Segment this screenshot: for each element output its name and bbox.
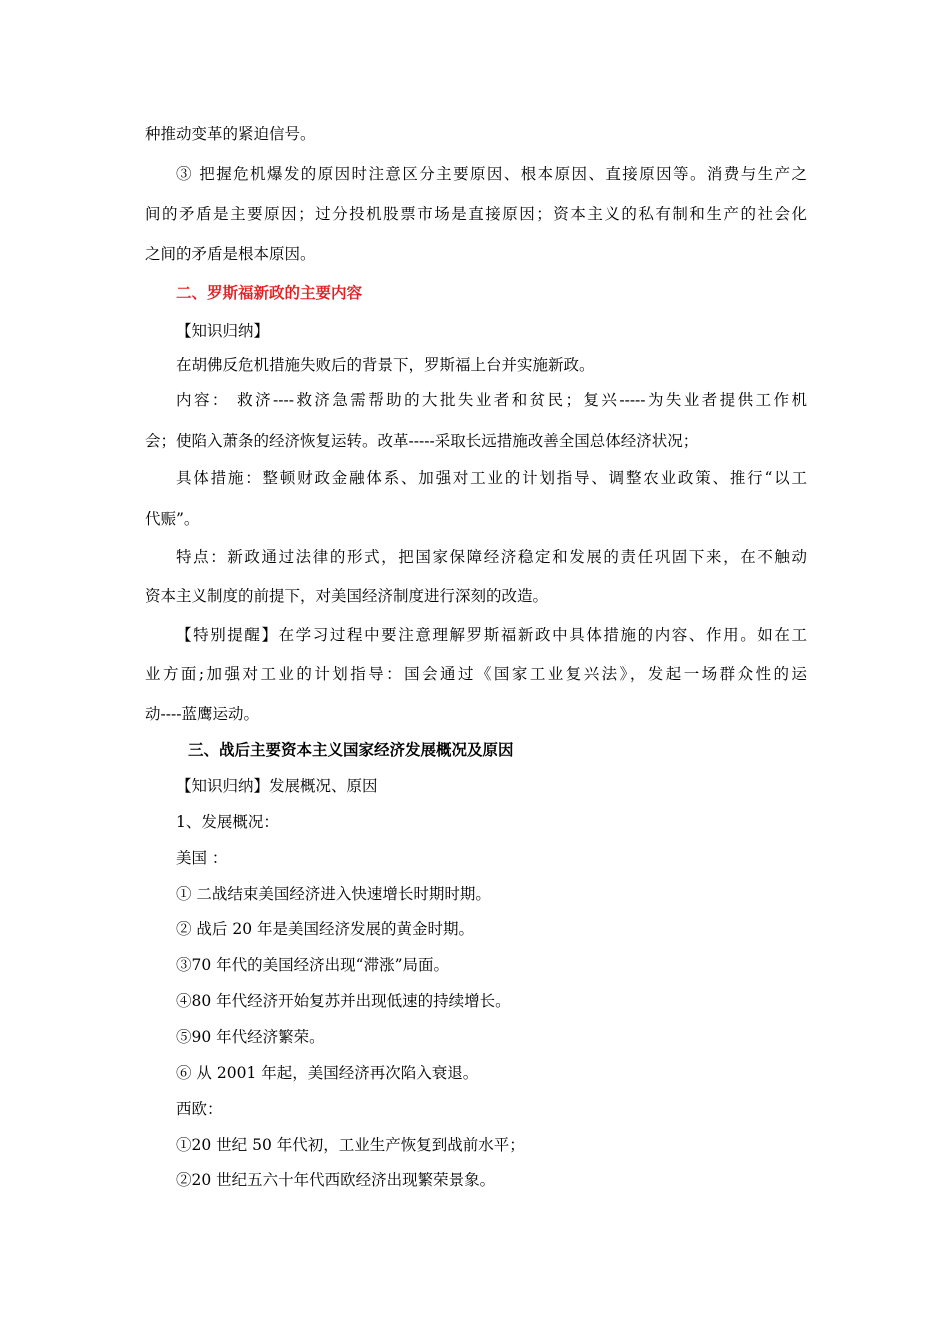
list-item: ⑥ 从 2001 年起，美国经济再次陷入衰退。 — [176, 1064, 479, 1082]
paragraph-line: 具体措施：整顿财政金融体系、加强对工业的计划指导、调整农业政策、推行“以工 — [176, 469, 807, 487]
list-item: ④80 年代经济开始复苏并出现低速的持续增长。 — [176, 992, 511, 1010]
paragraph-line: 在胡佛反危机措施失败后的背景下，罗斯福上台并实施新政。 — [176, 356, 595, 374]
list-item: ⑤90 年代经济繁荣。 — [176, 1028, 325, 1046]
paragraph-line: 资本主义制度的前提下，对美国经济制度进行深刻的改造。 — [145, 587, 549, 605]
paragraph-line: 会；使陷入萧条的经济恢复运转。改革-----采取长远措施改善全国总体经济状况； — [145, 432, 699, 450]
paragraph-line: 种推动变革的紧迫信号。 — [145, 125, 316, 143]
section-heading-2: 二、罗斯福新政的主要内容 — [176, 284, 363, 302]
list-item: ① 二战结束美国经济进入快速增长时期时期。 — [176, 885, 491, 903]
paragraph-line: 代赈”。 — [145, 510, 200, 528]
list-item: ①20 世纪 50 年代初，工业生产恢复到战前水平； — [176, 1136, 525, 1154]
knowledge-summary-label: 【知识归纳】发展概况、原因 — [176, 777, 378, 795]
paragraph-line: 业方面;加强对工业的计划指导：国会通过《国家工业复兴法》，发起一场群众性的运 — [145, 665, 807, 683]
list-item: ③70 年代的美国经济出现“滞涨”局面。 — [176, 956, 449, 974]
knowledge-summary-label: 【知识归纳】 — [176, 322, 270, 340]
paragraph-line: ③ 把握危机爆发的原因时注意区分主要原因、根本原因、直接原因等。消费与生产之 — [176, 165, 807, 183]
country-label: 美国 ： — [176, 849, 228, 867]
list-item: ②20 世纪五六十年代西欧经济出现繁荣景象。 — [176, 1171, 496, 1189]
section-heading-3: 三、战后主要资本主义国家经济发展概况及原因 — [188, 741, 514, 759]
list-heading: 1、发展概况： — [176, 813, 279, 831]
paragraph-line: 间的矛盾是主要原因；过分投机股票市场是直接原因；资本主义的私有制和生产的社会化 — [145, 205, 807, 223]
paragraph-line: 动----蓝鹰运动。 — [145, 705, 259, 723]
list-item: ② 战后 20 年是美国经济发展的黄金时期。 — [176, 920, 475, 938]
country-label: 西欧： — [176, 1100, 223, 1118]
paragraph-line: 内容： 救济----救济急需帮助的大批失业者和贫民；复兴-----为失业者提供工作机 — [176, 391, 807, 409]
paragraph-line: 之间的矛盾是根本原因。 — [145, 245, 316, 263]
paragraph-line: 特点：新政通过法律的形式，把国家保障经济稳定和发展的责任巩固下来，在不触动 — [176, 548, 807, 566]
paragraph-line: 【特别提醒】在学习过程中要注意理解罗斯福新政中具体措施的内容、作用。如在工 — [176, 626, 807, 644]
